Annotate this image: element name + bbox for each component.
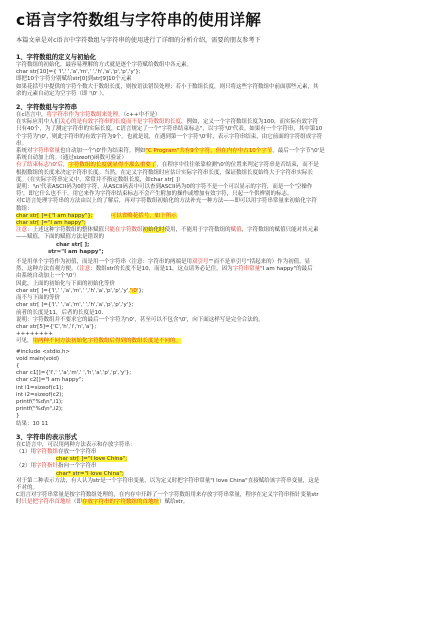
- highlight-text: 用两种不同方法初始化字符数组后得到的数组长度是不同的。: [32, 338, 182, 345]
- s2-line: 可见，用两种不同方法初始化字符数组后得到的数组长度是不同的。: [16, 338, 182, 345]
- s1-line: 如果花括号中提供的字符个数大于数组长度，则按语法错误处理；若小于数组长度，则只将这些字符数组中前面那些元素，其: [16, 83, 319, 90]
- code-line: }: [16, 413, 20, 420]
- code-line: char* str="I love China";: [56, 470, 124, 477]
- s1-line: 字符数组的初始化，最容易理解的方式就是逐个字符赋给数组中各元素。: [16, 62, 193, 68]
- s2-line: 系统自动加上的。（通过sizeof()函数可验证）: [16, 155, 128, 162]
- code-line: int i1=sizeof(c1);: [16, 384, 64, 391]
- result-line: 结果：10 11: [16, 420, 49, 427]
- section-1-heading: 1、字符数组的定义与初始化: [16, 54, 96, 61]
- s2-line: 前者的长度是11，后者的长度是10.: [16, 309, 104, 316]
- highlight-text: 关心的是有效字符串的长度而不是字符数组的长度: [60, 119, 182, 126]
- code-line: char str[ ]="I love China";: [56, 456, 128, 463]
- code-line: char str[ ]={"I am happy"}; 可以省略花括号，如下所示: [16, 212, 177, 219]
- highlight-text: 字符数组的长度就显得不那么重要了: [68, 162, 157, 169]
- s2-line: 串。: [16, 140, 28, 147]
- s3-line: 时只是把字符串首地址（即存放字符串的字符数组的首地址）赋给str。: [16, 499, 189, 506]
- s2-line: 符'，即它什么也不干。用它来作为字符串结束标志不会产生附加的操作或增加有效字符，只起一个供辨别的标志。: [16, 191, 293, 198]
- s2-line: 在c语言中，将字符串作为字符数组来处理。（c++中不是）: [16, 112, 161, 119]
- s3-line: （2）用字符指针指向一个字符串: [16, 463, 97, 470]
- s3-line: 在C语言中，可以用两种方法表示和存放字符串：: [16, 441, 136, 448]
- s2-line: 说明：字符数组并不要求它的最后一个字符为'\0'，甚至可以不包含'\0'，向下面这样写是完全合法的。: [16, 316, 264, 323]
- separator-text: ++++++++: [16, 331, 53, 338]
- code-line: char str[5]={'C','h','i','n','a'};: [16, 323, 97, 330]
- code-line: char str[ ]="I am happy";: [16, 220, 86, 227]
- code-line: char c2[]="I am happy";: [16, 377, 84, 384]
- highlight-text: 将字符串作为字符数组来处理。: [46, 112, 124, 119]
- s2-line: 而不与下面的等价: [16, 295, 61, 302]
- s2-line: 系统对字符串常量也自动加一个'\0'作为结束符。例如"C Program"共有9个字符，但在内存中占10个字节，最后一个字节'\0'是: [16, 148, 325, 155]
- section-2-heading: 2、字符数组与字符串: [16, 104, 78, 112]
- s2-line: 有了结束标志'\0'后，字符数组的长度就显得不那么重要了，在程序中往往依靠检测'\0'的位置来判定字符串是否结束，而不是: [16, 162, 319, 169]
- highlight-text: 可以省略花括号，如下所示: [110, 212, 177, 219]
- code-line: char str[ ]={'I',' ','a','m',' ','h','a','p','p','y'};: [16, 302, 134, 309]
- s2-line: 然，这种方法直观方便。（注意：数组str的长度不是10，而是11，这点请务必记住，因为字符串常量"I am happy"的最后: [16, 266, 313, 273]
- code-line: str="I am happy";: [48, 248, 104, 255]
- s1-line: 余的元素自动定为空字符（即 '\0' ）。: [16, 90, 108, 97]
- s2-line: 因此，上面的初始化与下面的初始化等价: [16, 280, 116, 287]
- s2-line: 说明：'\n'代表ASCII码为0的字符，从ASCII码表中可以查到ASCII码为0的字符不是一个可以显示的字符，而是一个'空操作: [16, 184, 313, 191]
- s3-line: C语言对字符串常量是按字符数组处理的，在内存中开辟了一个字符数组用来存放字符串常量，程序在定义字符串指针变量str: [16, 492, 319, 499]
- highlight-text: 存放字符串的字符数组的首地址: [82, 499, 160, 506]
- s2-line: 不是用单个字符作为初值，而是用一个字符串（注意：字符串的两端是用双引号""而不是单引号''括起来的）作为初值。显: [16, 259, 311, 266]
- s2-line: 对C语言处理字符串的方法由以上的了解后，再对字符数组初始化的方法补充一种方法——即可以用字符串常量来初始化字符: [16, 198, 317, 205]
- code-line: char str[ ]={'I',' ','a','m',' ','h','a','p','p','y','\0'};: [16, 287, 144, 294]
- document: [16, 8, 428, 507]
- s1-line: 即把10个字符分别赋给str[0]到str[9]10个元素: [16, 76, 132, 83]
- s3-line: 不对的。: [16, 484, 39, 491]
- s2-line: 度。（在实际字符串定义中，常常并不指定数组长度，如char str[ ]）: [16, 176, 184, 183]
- intro-text: 本篇文章是对c语言中字符数组与字符串的使用进行了详细的分析介绍，需要的朋友参考下: [16, 37, 261, 44]
- s2-line: 由系统自动加上一个'\0'）: [16, 273, 80, 280]
- s2-line: ——赋值，下面的赋值方法是错误的: [16, 234, 105, 241]
- s2-line: 个字符为'\0'，则此字符串的有效字符为9个。也就是说，在遇到第一个字符'\0'时，表示字符串结束，由它前面的字符组成字符: [16, 133, 323, 140]
- code-line: printf("%d\n",i2);: [16, 406, 63, 413]
- s2-line: 在实际应用中人们关心的是有效字符串的长度而不是字符数组的长度，例如，定义一个字符数组长度为100，而实际有效字符: [16, 119, 319, 126]
- section-3-heading: 3、字符串的表示形式: [16, 433, 78, 441]
- highlight-text: "C Program"共有9个字符，但在内存中占10个字节: [145, 148, 273, 155]
- code-line: {: [16, 362, 20, 369]
- note-line: 注意：上述这种字符数组的整体赋值只能在字符数组初始化时使用，不能用于字符数组的赋值，字符数组的赋值只能对其元素: [16, 227, 319, 234]
- s2-line: 只有40个，为了测定字符串的实际长度，C语言规定了一个"字符串结束标志"，以字符'\0'代表。如果有一个字符串，其中第10: [16, 126, 323, 133]
- s2-line: 数组：: [16, 205, 33, 212]
- code-line: #include <stdio.h>: [16, 348, 71, 355]
- code-line: char c1[]={'I',' ','a','m',' ','h','a','p','p','y'};: [16, 370, 132, 377]
- s3-line: 对于第二种表示方法，有人认为str是一个字符串变量，以为定义时把字符串常量"I love China"直接赋给该字符串变量，这是: [16, 477, 320, 484]
- s3-line: （1）用字符数组存放一个字符串: [16, 448, 97, 455]
- code-line: void main(void): [16, 355, 60, 362]
- page-title: c语言字符数组与字符串的使用详解: [16, 11, 261, 29]
- code-line: char str[ ];: [56, 241, 90, 248]
- s1-code: char str[10]={ 'I',' ','a','m',' ','h','a','p','p','y'};: [16, 69, 141, 76]
- code-line: printf("%d\n",i1);: [16, 398, 63, 405]
- s2-line: 根据数组的长度来决定字符串长度。当然，在定义字符数组时应估计实际字符串长度，保证数组长度始终大于字符串实际长: [16, 169, 314, 176]
- code-line: int i2=sizeof(c2);: [16, 391, 64, 398]
